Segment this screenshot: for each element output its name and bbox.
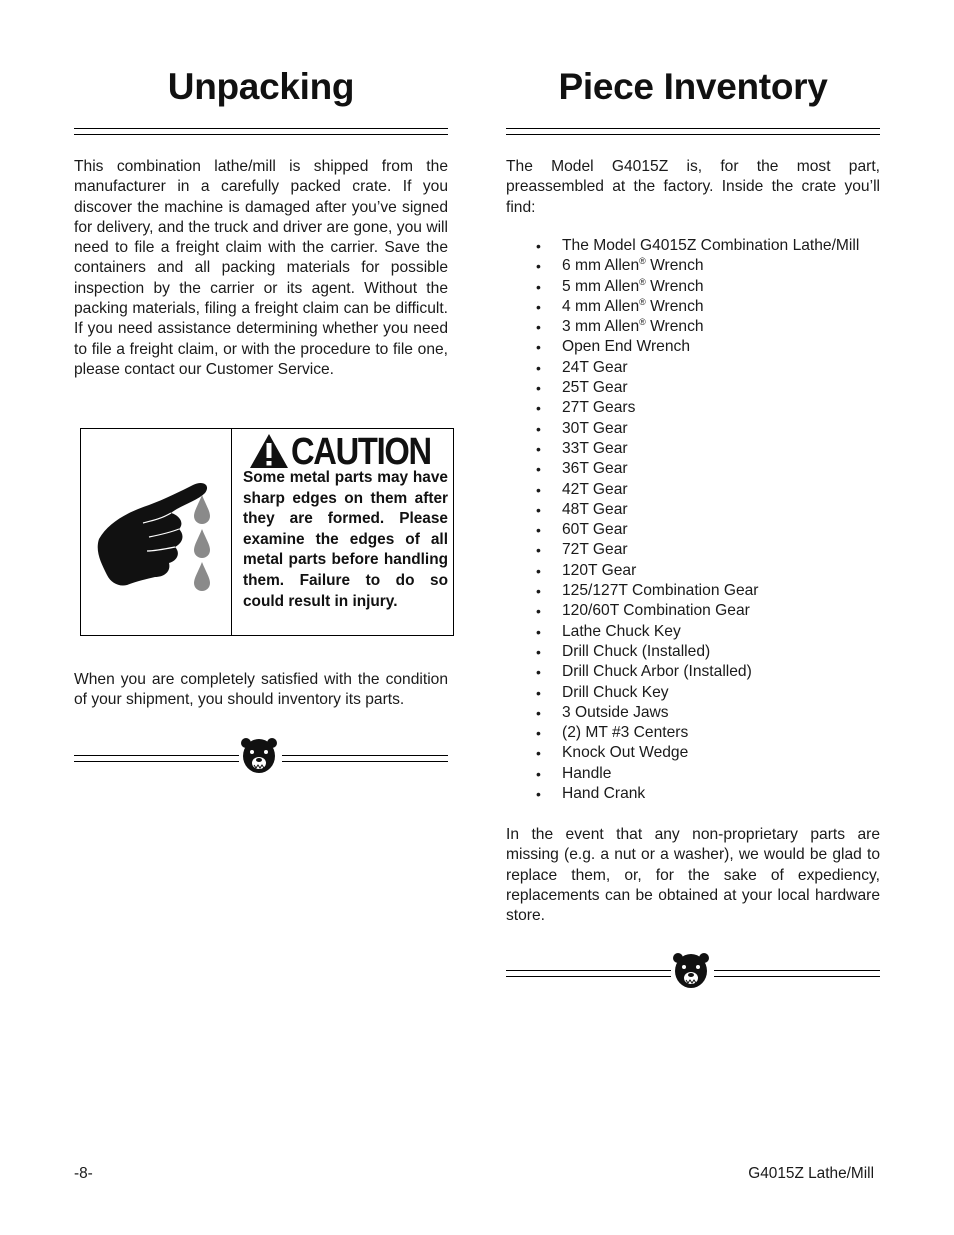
bullet-icon: • (536, 664, 541, 681)
inventory-item (534, 683, 884, 703)
inventory-item-text: The Model G4015Z Combination Lathe/Mill (562, 237, 860, 254)
inventory-item (534, 358, 884, 378)
inventory-closing-paragraph: In the event that any non-proprietary parts are missing (e.g. a nut or a washer), we would be glad to replace them, or, for the sake of expediency, replacements can be obtained at your local hardware store. (506, 826, 880, 925)
inventory-item (534, 398, 884, 418)
bullet-icon: • (536, 583, 541, 600)
inventory-item (534, 703, 884, 723)
bullet-icon: • (536, 562, 541, 579)
inventory-intro-paragraph: The Model G4015Z is, for the most part, preassembled at the factory. Inside the crate you’ll find: (506, 158, 880, 216)
bear-logo-icon (672, 952, 710, 992)
inventory-item-text: 3 mm Allen (562, 318, 640, 336)
inventory-item-text: 27T Gears (562, 399, 636, 417)
inventory-item (534, 561, 884, 581)
inventory-item (534, 784, 884, 804)
bullet-icon: • (536, 258, 541, 275)
inventory-item-text: 6 mm Allen (562, 257, 640, 275)
bullet-icon: • (536, 745, 541, 762)
bullet-icon: • (536, 319, 541, 336)
inventory-item-suffix: Wrench (645, 297, 704, 315)
inventory-item-text: Drill Chuck Arbor (Installed) (562, 663, 752, 681)
section-end-divider (506, 958, 880, 998)
inventory-item-text: Hand Crank (562, 785, 646, 803)
piece-inventory-title: Piece Inventory (558, 66, 828, 107)
registered-mark: ® (639, 296, 646, 307)
inventory-item-text: 42T Gear (562, 480, 628, 498)
unpacking-intro-paragraph: This combination lathe/mill is shipped from the manufacturer in a carefully packed crate. If you discover the machine is damaged after you’ve signed for delivery, and the truck and driver are gone, you will need to file a freight claim with the carrier. Save the containers and all packing materials for possible inspection by the carrier or its agent. Without the packing materials, filing a freight claim can be difficult. If you need assistance determining whether you need to file a freight claim, or with the procedure to file one, please contact our Customer Service. (74, 158, 448, 378)
bullet-icon: • (536, 643, 541, 660)
inventory-item-text: Knock Out Wedge (562, 744, 689, 762)
inventory-item-text: Lathe Chuck Key (562, 622, 681, 640)
bear-logo-icon (240, 737, 278, 777)
inventory-item-text: 36T Gear (562, 460, 628, 478)
inventory-item (534, 439, 884, 459)
inventory-item-text: 125/127T Combination Gear (562, 582, 759, 600)
inventory-item-text: 24T Gear (562, 358, 628, 376)
inventory-item-text: 33T Gear (562, 439, 628, 457)
inventory-item (534, 743, 884, 763)
caution-label: CAUTION (291, 431, 431, 473)
caution-box (80, 428, 454, 636)
bullet-icon: • (536, 542, 541, 559)
bullet-icon: • (536, 684, 541, 701)
unpacking-closing-paragraph: When you are completely satisfied with the condition of your shipment, you should inventory its parts. (74, 671, 448, 709)
bullet-icon: • (536, 420, 541, 437)
inventory-item (534, 662, 884, 682)
inventory-item-text: 3 Outside Jaws (562, 703, 669, 721)
inventory-item (534, 317, 884, 337)
bullet-icon: • (536, 298, 541, 315)
registered-mark: ® (639, 317, 646, 328)
bullet-icon: • (536, 339, 541, 356)
inventory-item (534, 236, 884, 256)
inventory-item-text: 4 mm Allen (562, 297, 640, 315)
inventory-item-text: Drill Chuck (Installed) (562, 642, 711, 660)
inventory-item (534, 419, 884, 439)
inventory-item (534, 520, 884, 540)
bullet-icon: • (536, 623, 541, 640)
inventory-item (534, 500, 884, 520)
document-name: G4015Z Lathe/Mill (748, 1165, 874, 1182)
inventory-item-text: Open End Wrench (562, 338, 691, 356)
inventory-item (534, 337, 884, 357)
bullet-icon: • (536, 704, 541, 721)
bullet-icon: • (536, 522, 541, 539)
inventory-item-suffix: Wrench (645, 277, 704, 295)
inventory-item (534, 297, 884, 317)
inventory-item (534, 540, 884, 560)
inventory-item-text: 72T Gear (562, 541, 628, 559)
bullet-icon: • (536, 603, 541, 620)
inventory-item-text: Handle (562, 764, 612, 782)
inventory-item (534, 480, 884, 500)
inventory-item (534, 378, 884, 398)
inventory-item (534, 256, 884, 276)
inventory-item-suffix: Wrench (645, 318, 704, 336)
bullet-icon: • (536, 380, 541, 397)
bullet-icon: • (536, 278, 541, 295)
inventory-item-text: 48T Gear (562, 500, 628, 518)
bullet-icon: • (536, 481, 541, 498)
inventory-item-text: 60T Gear (562, 521, 628, 539)
warning-triangle-icon (249, 433, 289, 469)
inventory-item-text: 120T Gear (562, 561, 637, 579)
inventory-item-text: Drill Chuck Key (562, 683, 669, 701)
bullet-icon: • (536, 461, 541, 478)
bullet-icon: • (536, 359, 541, 376)
bullet-icon: • (536, 725, 541, 742)
unpacking-title: Unpacking (167, 66, 355, 107)
bullet-icon: • (536, 786, 541, 803)
bullet-icon: • (536, 400, 541, 417)
inventory-item (534, 581, 884, 601)
caution-heading (249, 431, 455, 473)
inventory-item-text: (2) MT #3 Centers (562, 724, 689, 742)
inventory-item (534, 723, 884, 743)
inventory-item-text: 25T Gear (562, 379, 628, 397)
registered-mark: ® (639, 256, 646, 267)
bullet-icon: • (536, 440, 541, 457)
section-end-divider (74, 743, 448, 783)
inventory-item-text: 5 mm Allen (562, 277, 640, 295)
bullet-icon: • (536, 501, 541, 518)
inventory-item-suffix: Wrench (645, 257, 704, 275)
finger-cut-icon (81, 429, 232, 635)
title-rule (506, 128, 880, 135)
title-rule (74, 128, 448, 135)
inventory-list (534, 236, 884, 804)
registered-mark: ® (639, 276, 646, 287)
inventory-item (534, 764, 884, 784)
inventory-item-text: 120/60T Combination Gear (562, 602, 750, 620)
inventory-item (534, 601, 884, 621)
bullet-icon: • (536, 765, 541, 782)
inventory-item (534, 277, 884, 297)
page-number: -8- (74, 1165, 93, 1182)
bullet-icon: • (536, 238, 541, 254)
inventory-item (534, 622, 884, 642)
inventory-item (534, 459, 884, 479)
inventory-item (534, 642, 884, 662)
inventory-item-text: 30T Gear (562, 419, 628, 437)
caution-message: Some metal parts may have sharp edges on them after they are formed. Please examine the edges of all metal parts before handling them. Failure to do so could result in injury. (243, 469, 448, 610)
